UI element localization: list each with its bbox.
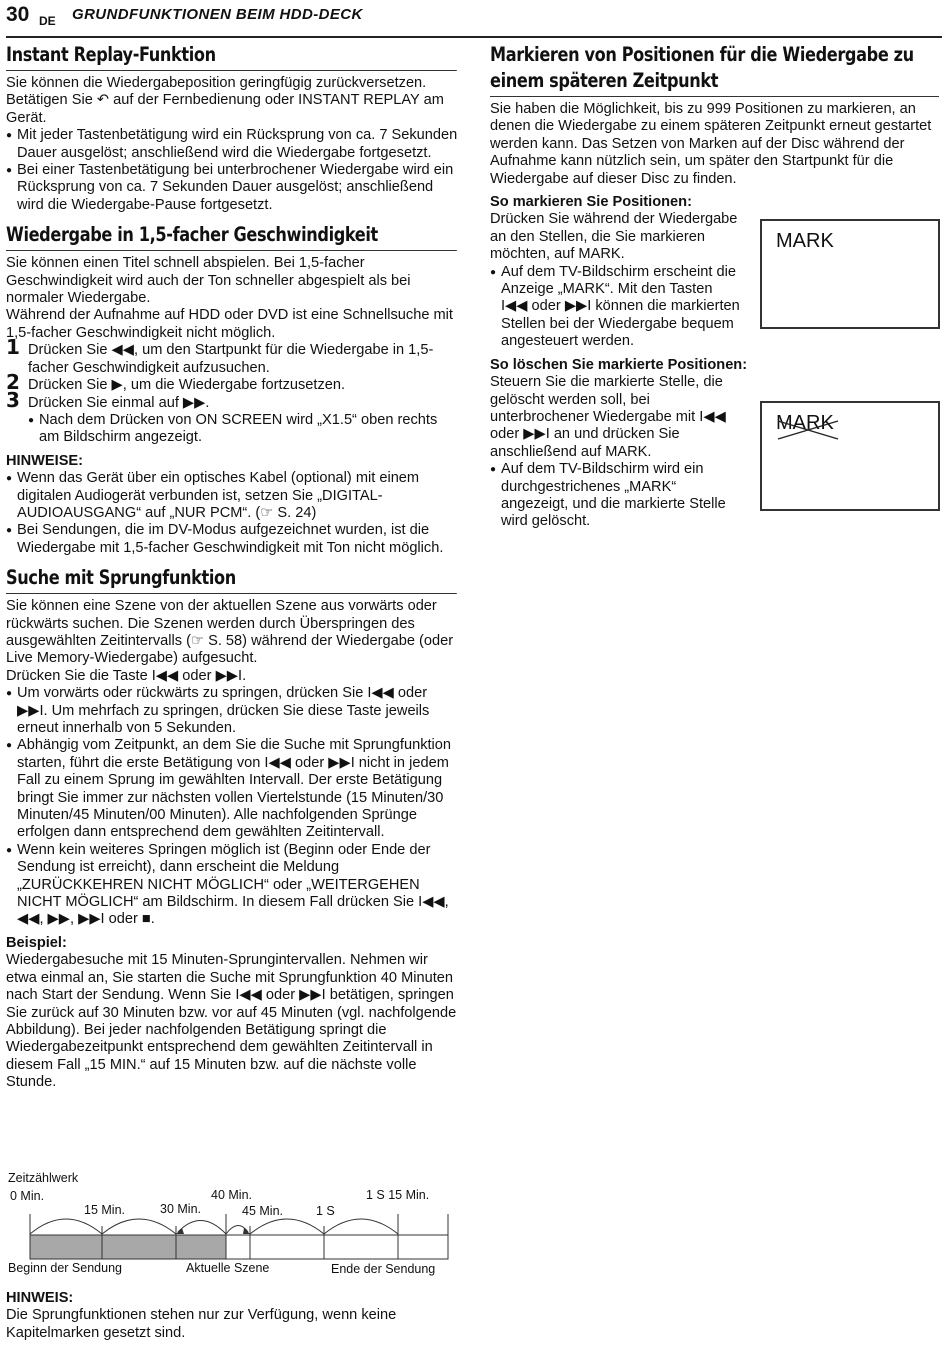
page-number: 30 xyxy=(6,3,30,26)
jump-arrow-back xyxy=(178,1220,226,1234)
tv-screen-mark xyxy=(760,219,940,329)
step-3-note: ● Nach dem Drücken von ON SCREEN wird „X1.5“ oben rechts am Bildschirm angezeigt. xyxy=(28,412,458,447)
timeline-label-15min: 15 Min. xyxy=(84,1203,125,1217)
delete-text: Steuern Sie die markierte Stelle, die gelöscht werden soll, bei unterbrochener Wiedergabe mit I◀◀ oder ▶▶I an und drücken Sie anschließend auf MARK. xyxy=(490,374,726,460)
arrowhead xyxy=(176,1228,184,1234)
section-title-instant-replay: Instant Replay-Funktion xyxy=(6,42,457,71)
timeline-label-start: Beginn der Sendung xyxy=(8,1261,122,1275)
step-text: Drücken Sie einmal auf ▶▶. xyxy=(28,394,210,411)
delete-bullet: ● Auf dem TV-Bildschirm wird ein durchgestrichenes „MARK“ angezeigt, und die markierte Stelle wird gelöscht. xyxy=(490,461,742,531)
timeline-label-0min: 0 Min. xyxy=(10,1189,45,1203)
speed-playback-p2: Während der Aufnahme auf HDD oder DVD ist eine Schnellsuche mit 1,5-facher Geschwindigkeit nicht möglich. xyxy=(6,307,453,341)
step-text: Drücken Sie ▶, um die Wiedergabe fortzusetzen. xyxy=(28,377,346,394)
section-title-markers: Markieren von Positionen für die Wiedergabe zu einem späteren Zeitpunkt xyxy=(490,42,939,97)
skip-search-p1: Sie können eine Szene von der aktuellen Szene aus vorwärts oder rückwärts suchen. Die Szenen werden durch Überspringen des ausgewählten Zeitintervalls (☞ S. 58) während der Wiedergabe (oder Live Memory-Wiedergabe) aufgesucht. xyxy=(6,598,454,667)
note-label: HINWEIS: xyxy=(6,1290,74,1306)
note-1: ● Wenn das Gerät über ein optisches Kabel (optional) mit einem digitalen Audiogerät verbunden ist, setzen Sie „DIGITAL-AUDIOAUSGANG“ auf „NUR PCM“. (☞ S. 24) xyxy=(6,470,458,522)
step-number: 3 xyxy=(6,387,20,412)
screen-mark-text: MARK xyxy=(776,230,834,252)
mark-label: So markieren Sie Positionen: xyxy=(490,194,692,211)
jump-arrow xyxy=(324,1219,398,1234)
timeline-label-end: Ende der Sendung xyxy=(331,1262,436,1276)
instant-replay-intro: Sie können die Wiedergabeposition geringfügig zurückversetzen. Betätigen Sie ↶ auf der Fernbedienung oder INSTANT REPLAY am Gerät. xyxy=(6,75,444,126)
example-label: Beispiel: xyxy=(6,934,67,951)
step-3 xyxy=(6,387,458,412)
screen-mark-deleted-text: MARK xyxy=(776,412,834,434)
skip-search-bullet-2: ● Abhängig vom Zeitpunkt, an dem Sie die Suche mit Sprungfunktion starten, führt die erste Betätigung von I◀◀ oder ▶▶I nicht in jedem Fall zu einem Sprung im gewählten Intervall. Der erste Betätigung bringt Sie immer zur nächsten vollen Viertelstunde (15 Minuten/30 Minuten/45 Minuten/00 Minuten). Alle nachfolgenden Sprünge erfolgen dann entsprechend dem gewählten Zeitintervall. xyxy=(6,737,458,841)
jump-arrow xyxy=(250,1219,324,1234)
left-column xyxy=(6,42,458,1092)
jump-arrow xyxy=(30,1219,102,1234)
strikethrough-icon xyxy=(776,412,842,441)
timeline-label-45min: 45 Min. xyxy=(242,1204,283,1218)
step-1 xyxy=(6,335,458,377)
timeline-label-1s: 1 S xyxy=(316,1204,335,1218)
example-text: Wiedergabesuche mit 15 Minuten-Sprungintervallen. Nehmen wir etwa einmal an, Sie starten die Suche mit Sprungfunktion 40 Minuten nach Start der Sendung. Wenn Sie I◀◀ oder ▶▶I betätigen, springen Sie zurück auf 30 Minuten bzw. vor auf 45 Minuten (vgl. nachfolgende Abbildung). Bei jeder nachfolgenden Betätigung springt die Wiedergabezeitpunkt entsprechend dem gewählten Zeitintervall in diesem Fall „15 MIN.“ auf 15 Minuten bzw. auf die nächste volle Stunde. xyxy=(6,952,457,1091)
instant-replay-bullet-2: ● Bei einer Tastenbetätigung bei unterbrochener Wiedergabe wird ein Rücksprung von ca. 7 Sekunden Dauer ausgelöst; anschließend wird die Wiedergabe-Pause fortgesetzt. xyxy=(6,162,458,214)
arrowhead xyxy=(243,1228,250,1234)
step-2 xyxy=(6,370,458,395)
markers-intro: Sie haben die Möglichkeit, bis zu 999 Positionen zu markieren, an denen die Wiedergabe zu einem späteren Zeitpunkt erneut gestartet werden kann. Das Setzen von Marken auf der Disc während der Aufnahme kann nützlich sein, um später den Startpunkt für die Wiedergabe auf dieser Disc zu finden. xyxy=(490,101,932,187)
skip-search-bullet-1: ● Um vorwärts oder rückwärts zu springen, drücken Sie I◀◀ oder ▶▶I. Um mehrfach zu springen, drücken Sie diese Taste jeweils erneut innerhalb von 5 Sekunden. xyxy=(6,685,458,737)
jump-arrow xyxy=(102,1219,176,1234)
skip-search-p2: Drücken Sie die Taste I◀◀ oder ▶▶I. xyxy=(6,667,247,684)
tv-screen-mark-deleted xyxy=(760,401,940,511)
instant-replay-bullet-1: ● Mit jeder Tastenbetätigung wird ein Rücksprung von ca. 7 Sekunden Dauer ausgelöst; anschließend wird die Wiedergabe fortgesetzt. xyxy=(6,127,458,162)
delete-label: So löschen Sie markierte Positionen: xyxy=(490,356,748,373)
timeline-title: Zeitzählwerk xyxy=(8,1171,79,1185)
timeline-diagram xyxy=(6,1168,456,1280)
timeline-label-40min: 40 Min. xyxy=(211,1188,252,1202)
step-number: 2 xyxy=(6,370,20,395)
chapter-title: GRUNDFUNKTIONEN BEIM HDD-DECK xyxy=(72,6,363,23)
notes-label: HINWEISE: xyxy=(6,452,84,469)
section-title-skip-search: Suche mit Sprungfunktion xyxy=(6,565,457,594)
timeline-segment-played xyxy=(30,1235,102,1259)
note-text: Die Sprungfunktionen stehen nur zur Verfügung, wenn keine Kapitelmarken gesetzt sind. xyxy=(6,1307,397,1341)
timeline-segment-played xyxy=(176,1235,226,1259)
mark-text: Drücken Sie während der Wiedergabe an den Stellen, die Sie markieren möchten, auf MARK. xyxy=(490,211,738,263)
timeline-segment-played xyxy=(102,1235,176,1259)
timeline-label-1s15min: 1 S 15 Min. xyxy=(366,1188,430,1202)
step-number: 1 xyxy=(6,335,20,360)
timeline-label-30min: 30 Min. xyxy=(160,1202,201,1216)
language-code: DE xyxy=(39,14,56,28)
speed-playback-p1: Sie können einen Titel schnell abspielen. Bei 1,5-facher Geschwindigkeit wird auch der Ton schneller abgespielt als bei normaler Wiedergabe. xyxy=(6,255,411,307)
skip-search-bullet-3: ● Wenn kein weiteres Springen möglich ist (Beginn oder Ende der Sendung ist erreicht), dann erscheint die Meldung „ZURÜCKKEHREN NICHT MÖGLICH“ oder „WEITERGEHEN NICHT MÖGLICH“ am Bildschirm. In diesem Fall drücken Sie I◀◀, ◀◀, ▶▶, ▶▶I oder ■. xyxy=(6,842,458,929)
section-title-speed-playback: Wiedergabe in 1,5-facher Geschwindigkeit xyxy=(6,222,457,251)
step-text: Drücken Sie ◀◀, um den Startpunkt für die Wiedergabe in 1,5-facher Geschwindigkeit aufzusuchen. xyxy=(28,342,434,376)
bottom-note xyxy=(6,1290,458,1342)
note-2: ● Bei Sendungen, die im DV-Modus aufgezeichnet wurden, ist die Wiedergabe mit 1,5-facher Geschwindigkeit mit Ton nicht möglich. xyxy=(6,522,458,557)
page-header xyxy=(6,3,942,38)
timeline-label-current: Aktuelle Szene xyxy=(186,1261,270,1275)
mark-bullet: ● Auf dem TV-Bildschirm erscheint die Anzeige „MARK“. Mit den Tasten I◀◀ oder ▶▶I können die markierten Stellen bei der Wiedergabe bequem angesteuert werden. xyxy=(490,264,742,351)
